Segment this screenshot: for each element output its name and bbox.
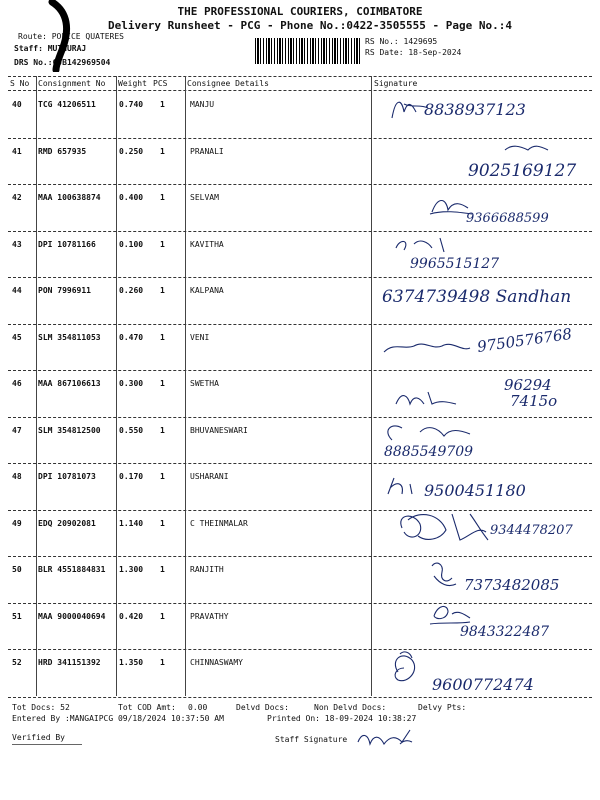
rs-number: RS No.: 1429695: [365, 37, 438, 46]
company-title: THE PROFESSIONAL COURIERS, COIMBATORE: [177, 5, 423, 18]
delivered-docs: Delvd Docs:: [236, 703, 289, 712]
signature-row-50: [432, 563, 559, 594]
row-pcs: 1: [160, 193, 165, 202]
row-consignment-no: EDQ 20902081: [38, 518, 96, 528]
signature-text: 6374739498 Sandhan: [382, 287, 572, 307]
row-sno: 43: [12, 239, 22, 249]
row-weight: 0.550: [119, 425, 144, 435]
row-sno: 52: [12, 658, 22, 667]
row-pcs: 1: [160, 100, 165, 109]
row-consignment-no: SLM 354811053: [38, 332, 101, 342]
row-consignment-no: DPI 10781073: [38, 472, 96, 481]
row-consignee: PRANALI: [190, 146, 224, 156]
row-weight: 1.140: [119, 518, 144, 528]
signature-row-43: [396, 238, 499, 272]
row-pcs: 1: [160, 518, 165, 528]
row-sno: 45: [12, 332, 22, 342]
row-pcs: 1: [160, 146, 165, 156]
row-consignment-no: BLR 4551884831: [38, 565, 106, 574]
row-sno: 50: [12, 565, 22, 574]
row-consignment-no: DPI 10781166: [38, 239, 96, 249]
row-pcs: 1: [160, 658, 165, 667]
signature-text: 8838937123: [424, 100, 526, 119]
rs-date: RS Date: 18-Sep-2024: [365, 48, 462, 57]
signature-text: 96294: [504, 376, 552, 394]
row-consignee: VENI: [190, 332, 210, 342]
total-cod-amount: 0.00: [188, 703, 208, 712]
row-weight: 0.470: [119, 332, 144, 342]
row-weight: 0.100: [119, 239, 144, 249]
row-pcs: 1: [160, 611, 165, 621]
table-bottom-rule: [8, 697, 592, 698]
entered-by: Entered By :MANGAIPCG 09/18/2024 10:37:50 AM: [12, 714, 224, 723]
row-sno: 44: [12, 286, 22, 295]
total-docs: Tot Docs: 52: [12, 703, 70, 712]
row-consignee: SELVAM: [190, 193, 219, 202]
row-consignment-no: SLM 354812500: [38, 425, 101, 435]
signature-row-44: [382, 287, 571, 307]
signature-text: 9750576768: [476, 324, 574, 356]
drs-number: DRS No.:CJB142969504: [14, 58, 111, 67]
signature-text: 8885549709: [384, 444, 474, 460]
signature-row-42: [430, 201, 549, 227]
row-consignment-no: MAA 100638874: [38, 193, 101, 202]
row-sno: 48: [12, 472, 22, 481]
row-consignee: SWETHA: [190, 379, 219, 388]
row-pcs: 1: [160, 332, 165, 342]
signature-text: 9965515127: [410, 256, 500, 272]
row-pcs: 1: [160, 425, 165, 435]
row-pcs: 1: [160, 472, 165, 481]
signature-row-46: [396, 376, 557, 410]
col-header-signature: Signature: [374, 79, 418, 88]
signature-text: 9600772474: [432, 675, 534, 694]
signature-text: 9366688599: [466, 211, 549, 226]
row-weight: 0.250: [119, 146, 144, 156]
row-weight: 0.420: [119, 611, 144, 621]
row-weight: 1.300: [119, 565, 144, 574]
signature-row-47: [384, 426, 473, 460]
signature-text: 7373482085: [464, 576, 560, 594]
signature-row-45: [384, 325, 573, 356]
row-consignment-no: TCG 41206511: [38, 100, 96, 109]
signature-row-51: [430, 606, 549, 640]
row-consignee: KALPANA: [190, 286, 224, 295]
row-consignment-no: HRD 341151392: [38, 658, 101, 667]
row-weight: 0.740: [119, 100, 144, 109]
signature-text: 9843322487: [460, 624, 550, 640]
row-consignment-no: MAA 867106613: [38, 379, 101, 388]
row-sno: 42: [12, 193, 22, 202]
row-pcs: 1: [160, 286, 165, 295]
row-pcs: 1: [160, 239, 165, 249]
staff-signature-label: Staff Signature: [275, 735, 348, 744]
row-consignee: CHINNASWAMY: [190, 658, 243, 667]
signature-row-49: [401, 514, 574, 540]
row-weight: 0.300: [119, 379, 144, 388]
row-weight: 0.170: [119, 472, 144, 481]
col-header-consignee: Consignee Details: [187, 79, 269, 88]
row-consignee: RANJITH: [190, 565, 224, 574]
verified-by: Verified By: [12, 733, 65, 742]
col-header-consignment: Consignment No: [38, 79, 106, 88]
total-cod-label: Tot COD Amt:: [118, 703, 176, 712]
row-consignee: USHARANI: [190, 472, 229, 481]
row-consignee: PRAVATHY: [190, 611, 229, 621]
row-pcs: 1: [160, 565, 165, 574]
route-label: Route: POLICE QUATERES: [18, 32, 124, 41]
row-consignee: BHUVANESWARI: [190, 425, 248, 435]
row-sno: 41: [12, 146, 22, 156]
signature-text: 9344478207: [490, 523, 573, 538]
row-weight: 0.400: [119, 193, 144, 202]
signature-row-48: [388, 478, 526, 500]
row-sno: 46: [12, 379, 22, 388]
row-sno: 51: [12, 611, 22, 621]
printed-on: Printed On: 18-09-2024 10:38:27: [267, 714, 417, 723]
row-pcs: 1: [160, 379, 165, 388]
row-consignee: C THEINMALAR: [190, 518, 248, 528]
row-weight: 0.260: [119, 286, 144, 295]
staff-label: Staff: MUTHURAJ: [14, 44, 87, 53]
signature-row-41: [468, 146, 576, 181]
col-header-sno: S No: [10, 79, 30, 88]
runsheet-subtitle: Delivery Runsheet - PCG - Phone No.:0422-3505555 - Page No.:4: [108, 19, 512, 32]
row-weight: 1.350: [119, 658, 144, 667]
signature-row-52: [395, 652, 534, 694]
row-sno: 47: [12, 425, 22, 435]
staff-signature-mark: [358, 730, 412, 744]
signature-text: 9025169127: [468, 161, 577, 181]
row-consignment-no: PON 7996911: [38, 286, 91, 295]
row-sno: 40: [12, 100, 22, 109]
col-header-weight: Weight: [118, 79, 147, 88]
row-sno: 49: [12, 518, 22, 528]
non-delivered-docs: Non Delvd Docs:: [314, 703, 387, 712]
signature-text: 7415o: [510, 392, 558, 410]
delivery-points: Delvy Pts:: [418, 703, 467, 712]
signature-row-40: [392, 100, 526, 119]
verified-by-rule: [12, 744, 82, 745]
row-consignee: KAVITHA: [190, 239, 224, 249]
signature-text: 9500451180: [424, 481, 526, 500]
col-header-pcs: PCS: [153, 79, 168, 88]
row-consignee: MANJU: [190, 100, 215, 109]
row-consignment-no: MAA 9000040694: [38, 611, 106, 621]
row-consignment-no: RMD 657935: [38, 146, 87, 156]
